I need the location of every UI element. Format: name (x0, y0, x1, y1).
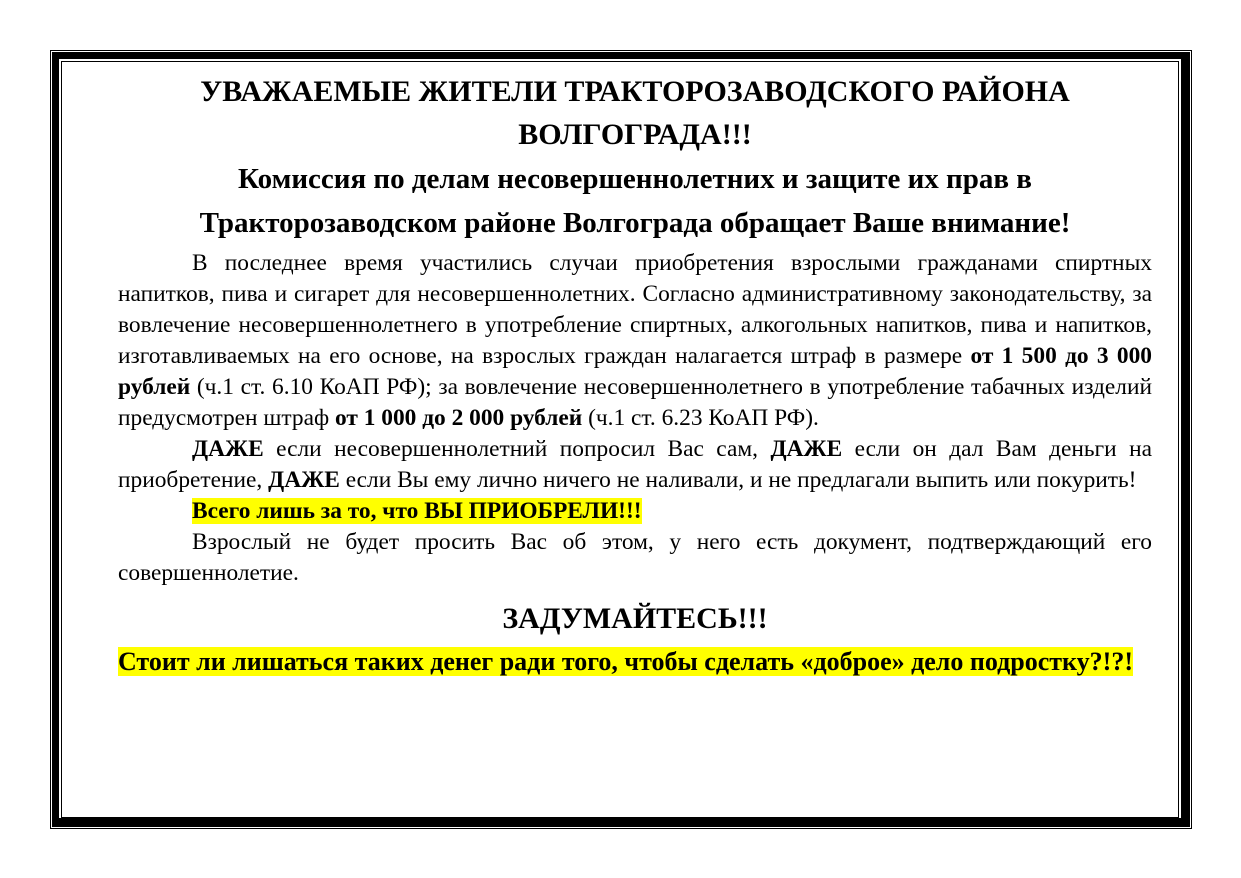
highlight-line (118, 496, 1152, 527)
page-subtitle: Комиссия по делам несовершеннолетних и защите их прав в Тракторозаводском районе Волгограда обращает Ваше внимание! (199, 163, 1071, 239)
even-3: ДАЖЕ (268, 467, 340, 493)
fines-text-1: В последнее время участились случаи приобретения взрослыми гражданами спиртных напитков, пива и сигарет для несовершеннолетних. Согласно административному законодательству, за вовлечение несовершеннолетнего в употребление спиртных, алкогольных напитков, пива и напитков, изготавливаемых на его основе, на взрослых граждан налагается штраф в размере (118, 250, 1152, 369)
even-text-3: если Вы ему лично ничего не наливали, и не предлагали выпить или покурить! (339, 467, 1137, 493)
even-1: ДАЖЕ (192, 436, 264, 462)
fine-alcohol: от 1 500 до 3 000 рублей (118, 343, 1152, 400)
fine-tobacco: от 1 000 до 2 000 рублей (335, 405, 583, 431)
even-text-2: если он дал Вам деньги на приобретение, (118, 436, 1153, 493)
paragraph-fines (118, 248, 1152, 434)
highlight-bought: Всего лишь за то, что ВЫ ПРИОБРЕЛИ!!! (192, 498, 642, 524)
paragraph-adult: Взрослый не будет просить Вас об этом, у него есть документ, подтверждающий его совершеннолетие. (118, 529, 1152, 586)
fines-text-2: (ч.1 ст. 6.10 КоАП РФ); за вовлечение несовершеннолетнего в употребление табачных изделий предусмотрен штраф (118, 374, 1152, 431)
closing-highlight: Стоит ли лишаться таких денег ради того, чтобы сделать «доброе» дело подростку?!?! (118, 647, 1133, 676)
closing-question (118, 643, 1152, 681)
think-heading: ЗАДУМАЙТЕСЬ!!! (502, 602, 768, 635)
even-text-1: если несовершеннолетний попросил Вас сам, (263, 436, 771, 462)
even-2: ДАЖЕ (770, 436, 843, 462)
paragraph-even-if (118, 434, 1152, 496)
page-title: УВАЖАЕМЫЕ ЖИТЕЛИ ТРАКТОРОЗАВОДСКОГО РАЙОНА ВОЛГОГРАДА!!! (200, 75, 1070, 151)
fines-text-3: (ч.1 ст. 6.23 КоАП РФ). (582, 405, 819, 431)
notice-content (118, 70, 1152, 681)
